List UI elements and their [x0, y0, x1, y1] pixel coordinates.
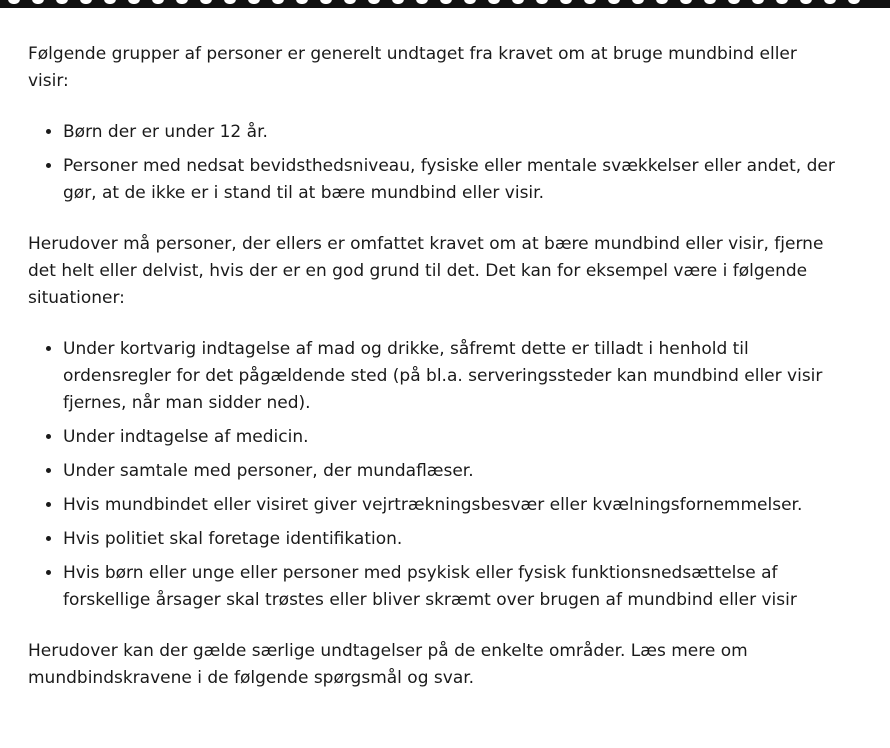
- closing-paragraph: Herudover kan der gælde særlige undtagelser på de enkelte områder. Læs mere om mundbindskravene i de følgende spørgsmål og svar.: [28, 641, 748, 688]
- list-item: • Under kortvarig indtagelse af mad og drikke, såfremt dette er tilladt i henhold til ordensregler for det pågældende sted (på bl.a. serveringssteder kan mundbind eller visir fjernes, når man sidder ned).: [63, 336, 836, 417]
- cropped-icon: [846, 0, 862, 6]
- list-item: • Børn der er under 12 år.: [63, 119, 836, 146]
- exempt-groups-list: [28, 119, 836, 207]
- cropped-icon: [582, 0, 598, 6]
- cropped-icon: [174, 0, 190, 6]
- cropped-icon: [438, 0, 454, 6]
- cropped-icon: [630, 0, 646, 6]
- intro-paragraph: Følgende grupper af personer er generelt undtaget fra kravet om at bruge mundbind eller visir:: [28, 44, 797, 91]
- cropped-icon: [6, 0, 22, 6]
- cropped-icon: [102, 0, 118, 6]
- list-item: • Under samtale med personer, der mundaflæser.: [63, 458, 836, 485]
- cropped-icon: [726, 0, 742, 6]
- list-item: • Under indtagelse af medicin.: [63, 424, 836, 451]
- cropped-icon: [798, 0, 814, 6]
- top-icon-strip: [0, 0, 890, 8]
- cropped-icon: [30, 0, 46, 6]
- cropped-icon: [222, 0, 238, 6]
- cropped-icon: [150, 0, 166, 6]
- cropped-icon: [414, 0, 430, 6]
- cropped-icon: [822, 0, 838, 6]
- cropped-icon: [750, 0, 766, 6]
- list-item: • Hvis børn eller unge eller personer med psykisk eller fysisk funktionsnedsættelse af forskellige årsager skal trøstes eller bliver skræmt over brugen af mundbind eller visir: [63, 560, 836, 614]
- cropped-icon: [654, 0, 670, 6]
- cropped-icon: [462, 0, 478, 6]
- situations-list: [28, 336, 836, 614]
- cropped-icon: [774, 0, 790, 6]
- cropped-icon: [126, 0, 142, 6]
- cropped-icon: [246, 0, 262, 6]
- cropped-icon: [294, 0, 310, 6]
- cropped-icon: [318, 0, 334, 6]
- cropped-icon: [54, 0, 70, 6]
- list-item: • Hvis politiet skal foretage identifikation.: [63, 526, 836, 553]
- cropped-icon-row: [0, 0, 890, 8]
- cropped-icon: [558, 0, 574, 6]
- cropped-icon: [510, 0, 526, 6]
- cropped-icon: [198, 0, 214, 6]
- cropped-icon: [606, 0, 622, 6]
- situations-intro-paragraph: Herudover må personer, der ellers er omfattet kravet om at bære mundbind eller visir, fjerne det helt eller delvist, hvis der er en god grund til det. Det kan for eksempel være i følgende situationer:: [28, 234, 824, 308]
- cropped-icon: [390, 0, 406, 6]
- list-item: • Personer med nedsat bevidsthedsniveau, fysiske eller mentale svækkelser eller andet, der gør, at de ikke er i stand til at bære mundbind eller visir.: [63, 153, 836, 207]
- cropped-icon: [486, 0, 502, 6]
- cropped-icon: [366, 0, 382, 6]
- cropped-icon: [534, 0, 550, 6]
- cropped-icon: [342, 0, 358, 6]
- cropped-icon: [270, 0, 286, 6]
- list-item: • Hvis mundbindet eller visiret giver vejrtrækningsbesvær eller kvælningsfornemmelser.: [63, 492, 836, 519]
- cropped-icon: [78, 0, 94, 6]
- cropped-icon: [678, 0, 694, 6]
- cropped-icon: [702, 0, 718, 6]
- article-body: [28, 41, 836, 716]
